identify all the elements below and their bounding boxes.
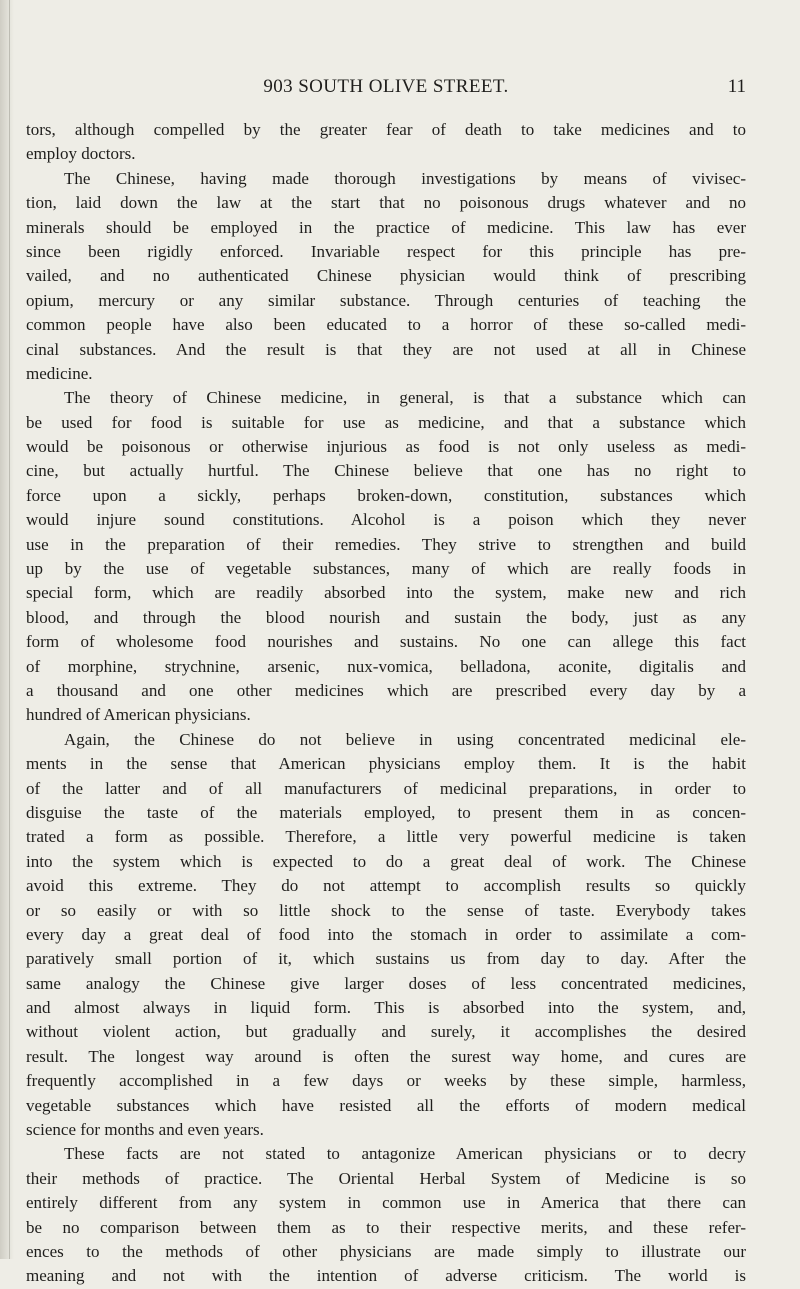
- text-line: of the latter and of all manufacturers of medicinal preparations, in order to: [26, 778, 746, 798]
- text-line: medicine.: [26, 363, 93, 383]
- text-line: without violent action, but gradually and surely, it accomplishes the desired: [26, 1022, 746, 1042]
- text-line: disguise the taste of the materials employed, to present them in as concen-: [26, 802, 746, 822]
- page-number: 11: [727, 76, 746, 97]
- text-line: science for months and even years.: [26, 1120, 264, 1140]
- text-line: tion, laid down the law at the start that no poisonous drugs whatever and no: [26, 193, 746, 213]
- text-line: ences to the methods of other physicians are made simply to illustrate our: [26, 1241, 746, 1261]
- text-line: common people have also been educated to a horror of these so-called medi-: [26, 315, 746, 335]
- text-line: entirely different from any system in common use in America that there can: [26, 1193, 746, 1213]
- text-line: same analogy the Chinese give larger doses of less concentrated medicines,: [26, 973, 746, 993]
- text-line: be used for food is suitable for use as medicine, and that a substance which: [26, 412, 746, 432]
- text-line: form of wholesome food nourishes and sustains. No one can allege this fact: [26, 632, 746, 652]
- text-line: employ doctors.: [26, 144, 136, 164]
- text-line: force upon a sickly, perhaps broken-down, constitution, substances which: [26, 485, 746, 505]
- text-line: would injure sound constitutions. Alcohol is a poison which they never: [26, 510, 746, 530]
- text-line: their methods of practice. The Oriental Herbal System of Medicine is so: [26, 1168, 746, 1188]
- text-line: would be poisonous or otherwise injurious as food is not only useless as medi-: [26, 437, 746, 457]
- running-header: [26, 76, 746, 106]
- text-line: blood, and through the blood nourish and sustain the body, just as any: [26, 607, 746, 627]
- text-line: result. The longest way around is often the surest way home, and cures are: [26, 1046, 746, 1066]
- text-line: frequently accomplished in a few days or weeks by these simple, harmless,: [26, 1071, 746, 1091]
- text-line: minerals should be employed in the practice of medicine. This law has ever: [26, 217, 746, 237]
- text-line: vailed, and no authenticated Chinese physician would think of prescribing: [26, 266, 746, 286]
- text-line: paratively small portion of it, which sustains us from day to day. After the: [26, 949, 746, 969]
- body-text: [26, 118, 746, 1289]
- text-line: since been rigidly enforced. Invariable respect for this principle has pre-: [26, 241, 746, 261]
- text-line: meaning and not with the intention of adverse criticism. The world is: [26, 1266, 746, 1286]
- text-line: a thousand and one other medicines which are prescribed every day by a: [26, 680, 746, 700]
- text-line: These facts are not stated to antagonize American physicians or to decry: [64, 1144, 746, 1164]
- text-line: The theory of Chinese medicine, in general, is that a substance which can: [64, 388, 746, 408]
- binding-line: [9, 0, 10, 1259]
- text-line: trated a form as possible. Therefore, a little very powerful medicine is taken: [26, 827, 746, 847]
- text-line: cine, but actually hurtful. The Chinese believe that one has no right to: [26, 461, 746, 481]
- text-line: into the system which is expected to do a great deal of work. The Chinese: [26, 851, 746, 871]
- text-line: special form, which are readily absorbed into the system, make new and rich: [26, 583, 746, 603]
- text-line: hundred of American physicians.: [26, 705, 251, 725]
- text-line: or so easily or with so little shock to the sense of taste. Everybody takes: [26, 900, 746, 920]
- text-line: Again, the Chinese do not believe in using concentrated medicinal ele-: [64, 729, 746, 749]
- text-line: tors, although compelled by the greater fear of death to take medicines and to: [26, 120, 746, 139]
- text-line: and almost always in liquid form. This is absorbed into the system, and,: [26, 998, 746, 1018]
- text-line: opium, mercury or any similar substance. Through centuries of teaching the: [26, 290, 746, 310]
- running-title: 903 SOUTH OLIVE STREET.: [263, 76, 509, 97]
- text-line: avoid this extreme. They do not attempt to accomplish results so quickly: [26, 876, 746, 896]
- text-line: up by the use of vegetable substances, many of which are really foods in: [26, 559, 746, 579]
- text-line: of morphine, strychnine, arsenic, nux-vomica, belladona, aconite, digitalis and: [26, 656, 746, 676]
- text-line: The Chinese, having made thorough investigations by means of vivisec-: [64, 168, 746, 188]
- text-line: be no comparison between them as to their respective merits, and these refer-: [26, 1217, 746, 1237]
- text-line: ments in the sense that American physicians employ them. It is the habit: [26, 754, 746, 774]
- text-line: every day a great deal of food into the stomach in order to assimilate a com-: [26, 924, 746, 944]
- text-line: vegetable substances which have resisted all the efforts of modern medical: [26, 1095, 746, 1115]
- text-line: use in the preparation of their remedies. They strive to strengthen and build: [26, 534, 746, 554]
- page-binding-edge: [0, 0, 14, 1259]
- text-line: cinal substances. And the result is that they are not used at all in Chinese: [26, 339, 746, 359]
